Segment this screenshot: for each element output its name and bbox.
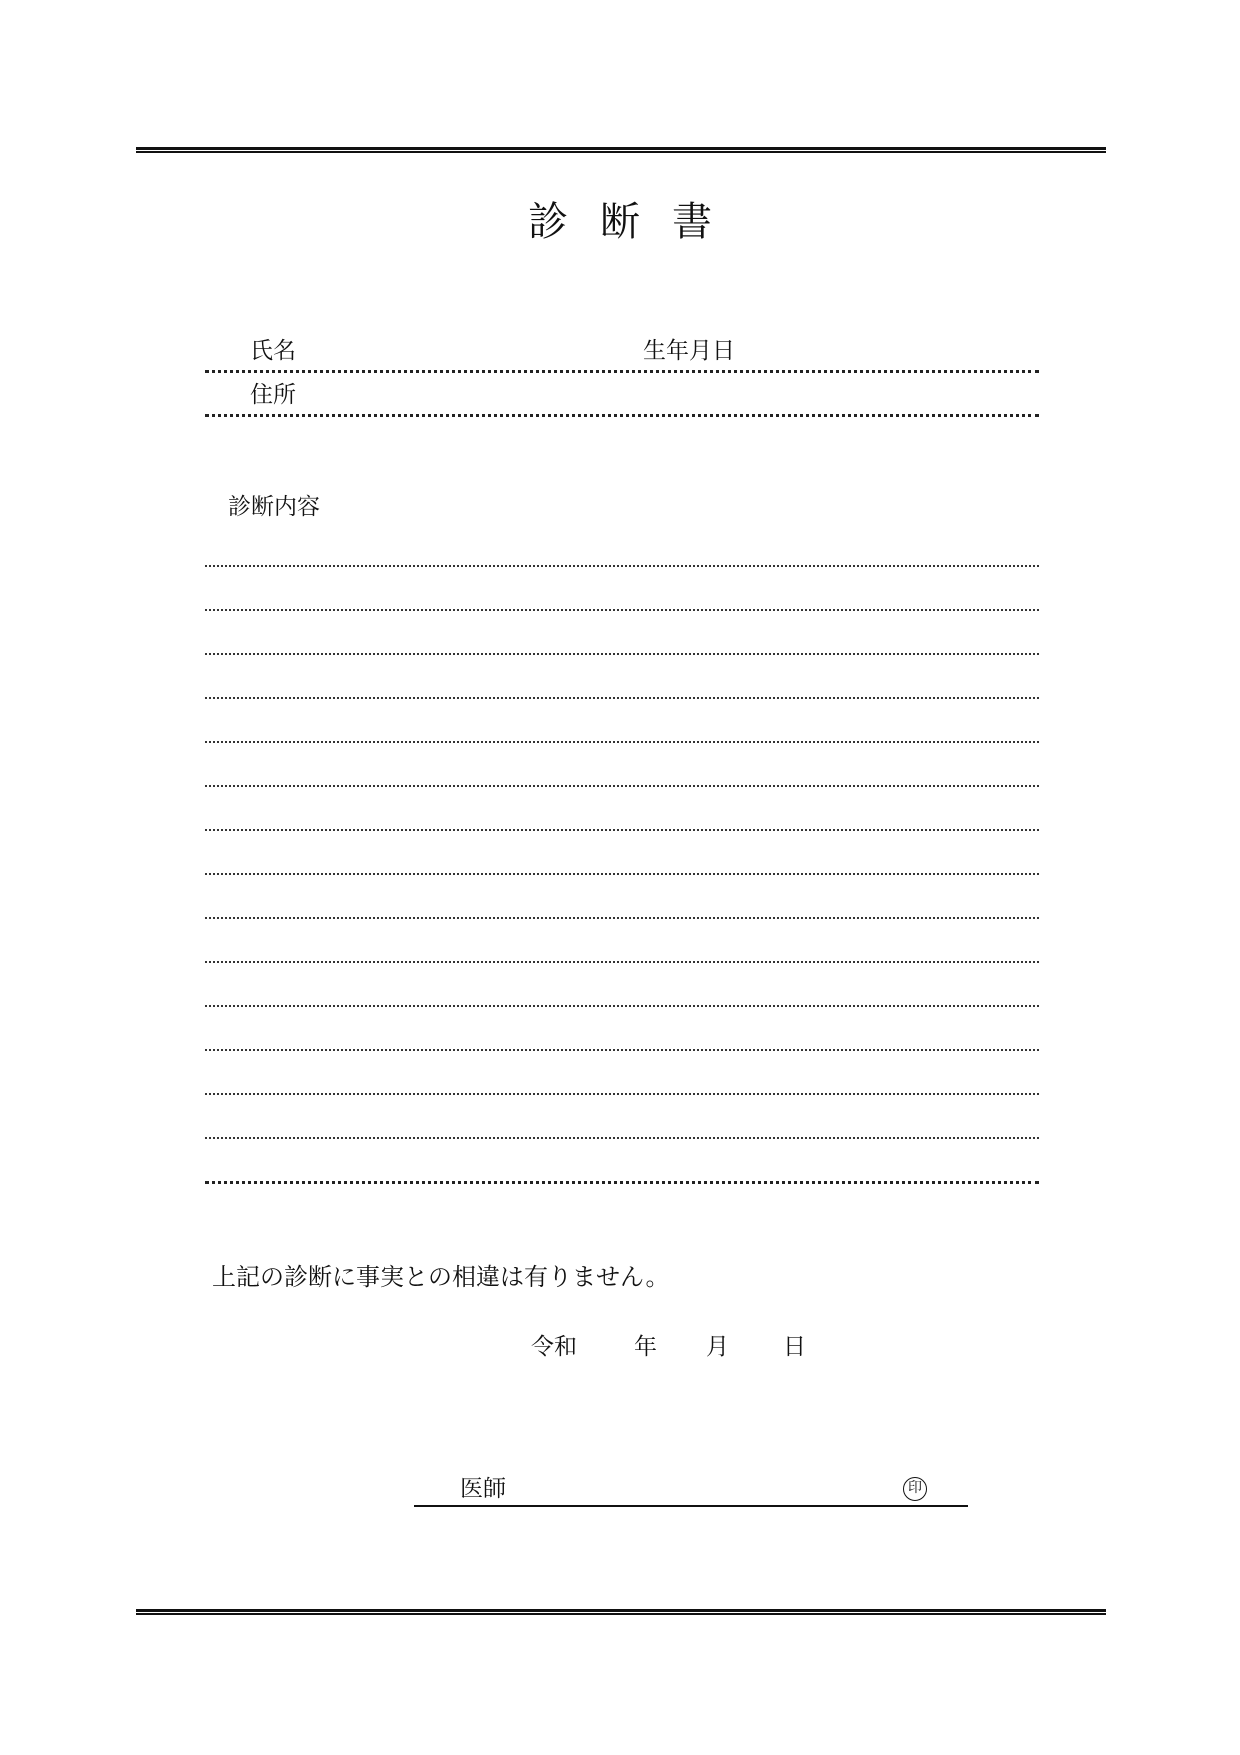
doctor-label: 医師 [460, 1476, 506, 1502]
address-line[interactable] [205, 414, 1039, 417]
name-birthdate-line[interactable] [205, 370, 1039, 373]
diagnosis-line[interactable] [205, 1093, 1039, 1095]
diagnosis-line[interactable] [205, 653, 1039, 655]
date-day-unit: 日 [783, 1334, 806, 1360]
name-label: 氏名 [250, 338, 296, 364]
diagnosis-line[interactable] [205, 565, 1039, 567]
birthdate-label: 生年月日 [643, 338, 735, 364]
date-era: 令和 [531, 1334, 577, 1360]
bottom-double-rule [136, 1609, 1106, 1615]
diagnosis-line[interactable] [205, 1005, 1039, 1007]
diagnosis-line[interactable] [205, 1181, 1039, 1184]
diagnosis-line[interactable] [205, 873, 1039, 875]
attestation-text: 上記の診断に事実との相違は有りません。 [212, 1263, 670, 1291]
diagnosis-line[interactable] [205, 785, 1039, 787]
signature-line[interactable] [414, 1505, 968, 1507]
diagnosis-line[interactable] [205, 609, 1039, 611]
diagnosis-line[interactable] [205, 961, 1039, 963]
seal-mark: 印 [903, 1477, 927, 1501]
diagnosis-line[interactable] [205, 1049, 1039, 1051]
document-title: 診断書 [528, 199, 744, 245]
date-month-unit: 月 [706, 1334, 729, 1360]
top-double-rule [136, 147, 1106, 153]
diagnosis-line[interactable] [205, 697, 1039, 699]
diagnosis-line[interactable] [205, 1137, 1039, 1139]
date-year-unit: 年 [634, 1334, 657, 1360]
diagnosis-line[interactable] [205, 917, 1039, 919]
diagnosis-label: 診断内容 [228, 494, 320, 520]
diagnosis-line[interactable] [205, 741, 1039, 743]
diagnosis-line[interactable] [205, 829, 1039, 831]
address-label: 住所 [250, 382, 296, 408]
